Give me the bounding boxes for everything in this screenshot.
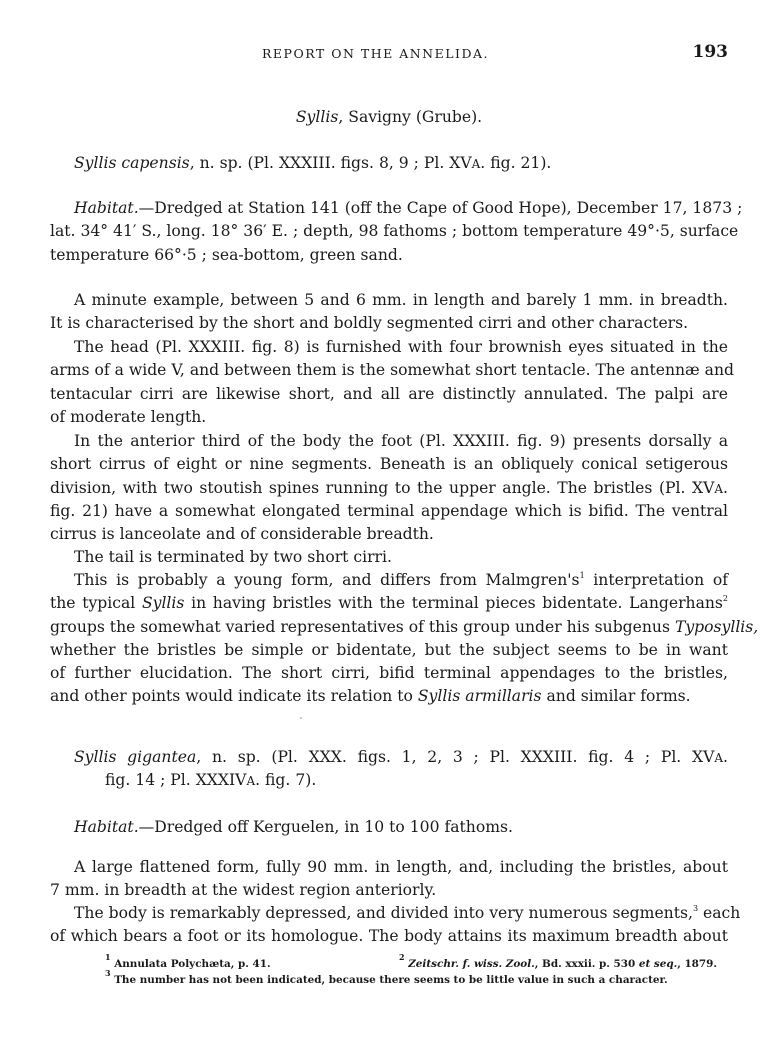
text-line: A large flattened form, fully 90 mm. in length, and, including the bristles, about: [74, 858, 728, 876]
text-line: the typical: [50, 594, 142, 613]
italic-text: Syllis: [141, 594, 185, 613]
text-line: cirrus is lanceolate and of considerable breadth.: [50, 525, 434, 544]
text-line: The head (Pl. XXXIII. fig. 8) is furnished with four brownish eyes situated in the: [74, 338, 728, 356]
habitat-paragraph: [50, 816, 728, 839]
text-line: It is characterised by the short and boldly segmented cirri and other characters.: [50, 314, 689, 333]
text-line: A minute example, between 5 and 6 mm. in length and barely 1 mm. in breadth.: [74, 291, 728, 309]
small-caps-a: A: [471, 157, 481, 171]
footnote-ref: 3: [692, 904, 699, 913]
footnote-text: , Bd. xxxii. p. 530: [534, 958, 639, 970]
footnote-mark: 1: [105, 952, 111, 962]
speck: [300, 717, 302, 719]
text-line: interpretation of: [584, 571, 729, 589]
footnote-italic: Zeitschr. f. wiss. Zool.: [404, 958, 535, 970]
tail-paragraph: [50, 546, 728, 569]
description-paragraph: [50, 856, 728, 903]
footnote-mark: 3: [105, 968, 111, 978]
footnote-ref: 2: [722, 594, 729, 604]
text-line: fig. 21) have a somewhat elongated terminal appendage which is bifid. The ventral: [50, 501, 728, 520]
genus-heading: [50, 106, 728, 129]
habitat-paragraph: [50, 197, 743, 267]
italic-text: Syllis armillaris: [417, 687, 542, 706]
genus-name: Syllis: [295, 108, 339, 126]
habitat-line: —Dredged at Station 141 (off the Cape of Good Hope), December 17, 1873 ;: [138, 199, 743, 217]
discussion-paragraph: [50, 569, 759, 709]
species-name: Syllis gigantea: [74, 748, 197, 766]
footnote-2: [399, 952, 717, 972]
habitat-label: Habitat.: [74, 818, 139, 836]
species-heading-text: , n. sp. (Pl. XXX. figs. 1, 2, 3 ; Pl. XXXIII. fig. 4 ; Pl. XV: [196, 748, 715, 766]
species-heading: [50, 152, 728, 175]
habitat-line: temperature 66°·5 ; sea-bottom, green sand.: [50, 245, 403, 264]
italic-text: Typosyllis,: [674, 617, 759, 636]
footnote-ref: 1: [579, 571, 585, 580]
text-line: and other points would indicate its relation to: [50, 687, 418, 706]
text-dot: .: [723, 478, 728, 497]
text-line: and similar forms.: [541, 687, 691, 706]
species-name: Syllis capensis: [74, 154, 190, 172]
body-paragraph: [50, 902, 741, 949]
text-line: of which bears a foot or its homologue. The body attains its maximum breadth about: [50, 927, 728, 946]
footnote-text: Annulata Polychæta, p. 41.: [110, 958, 271, 970]
running-title: REPORT ON THE ANNELIDA.: [262, 46, 489, 61]
body-paragraph: [50, 430, 728, 546]
text-line: of moderate length.: [50, 407, 207, 426]
text-line: tentacular cirri are likewise short, and all are distinctly annulated. The palpi are: [50, 384, 728, 403]
footnotes: [50, 952, 730, 988]
footnote-text: The number has not been indicated, because there seems to be little value in such a character.: [110, 974, 668, 986]
footnote-mark: 2: [399, 952, 405, 962]
footnote-italic: et seq.: [638, 958, 678, 970]
text-line: each: [698, 904, 741, 922]
habitat-line: —Dredged off Kerguelen, in 10 to 100 fathoms.: [138, 818, 513, 836]
small-caps-a: A: [246, 774, 256, 789]
genus-authority: , Savigny (Grube).: [338, 108, 483, 126]
text-line: whether the bristles be simple or bidentate, but the subject seems to be in want: [50, 640, 728, 659]
text-line: division, with two stoutish spines running to the upper angle. The bristles (Pl. XV: [50, 478, 715, 497]
habitat-label: Habitat.: [74, 199, 139, 217]
species-heading-text: , n. sp. (Pl. XXXIII. figs. 8, 9 ; Pl. XV: [189, 154, 472, 172]
description-paragraph: [50, 289, 728, 336]
text-line: In the anterior third of the body the foot (Pl. XXXIII. fig. 9) presents dorsally a: [74, 432, 728, 450]
head-paragraph: [50, 336, 734, 429]
footnote-text: , 1879.: [677, 958, 717, 970]
text-line: arms of a wide V, and between them is the somewhat short tentacle. The antennæ and: [50, 361, 734, 380]
small-caps-a: A: [714, 481, 724, 496]
footnote-1: [105, 952, 271, 972]
text-line: The body is remarkably depressed, and divided into very numerous segments,: [74, 904, 693, 922]
text-line: in having bristles with the terminal pieces bidentate. Langerhans: [184, 594, 723, 613]
small-caps-a: A: [714, 751, 724, 765]
footnote-3: [105, 968, 668, 988]
habitat-line: lat. 34° 41′ S., long. 18° 36′ E. ; depth, 98 fathoms ; bottom temperature 49°·5, surface: [50, 222, 739, 241]
footnote-row: [50, 968, 730, 988]
text-line: short cirrus of eight or nine segments. Beneath is an obliquely conical setigerous: [50, 455, 728, 474]
species-heading: [50, 746, 728, 793]
text-line: groups the somewhat varied representatives of this group under his subgenus: [50, 617, 675, 636]
text-line: The tail is terminated by two short cirri.: [74, 548, 392, 566]
species-heading-end: . fig. 7).: [255, 771, 317, 790]
text-line: This is probably a young form, and differs from Malmgren's: [74, 571, 580, 589]
species-heading-end: .: [723, 748, 728, 766]
species-heading-text: fig. 14 ; Pl. XXXIV: [105, 771, 247, 790]
species-heading-end: . fig. 21).: [480, 154, 552, 172]
page-number: 193: [692, 42, 728, 62]
text-line: 7 mm. in breadth at the widest region anteriorly.: [50, 881, 437, 900]
footnote-row: [50, 952, 730, 972]
text-line: of further elucidation. The short cirri, bifid terminal appendages to the bristles,: [50, 664, 728, 683]
